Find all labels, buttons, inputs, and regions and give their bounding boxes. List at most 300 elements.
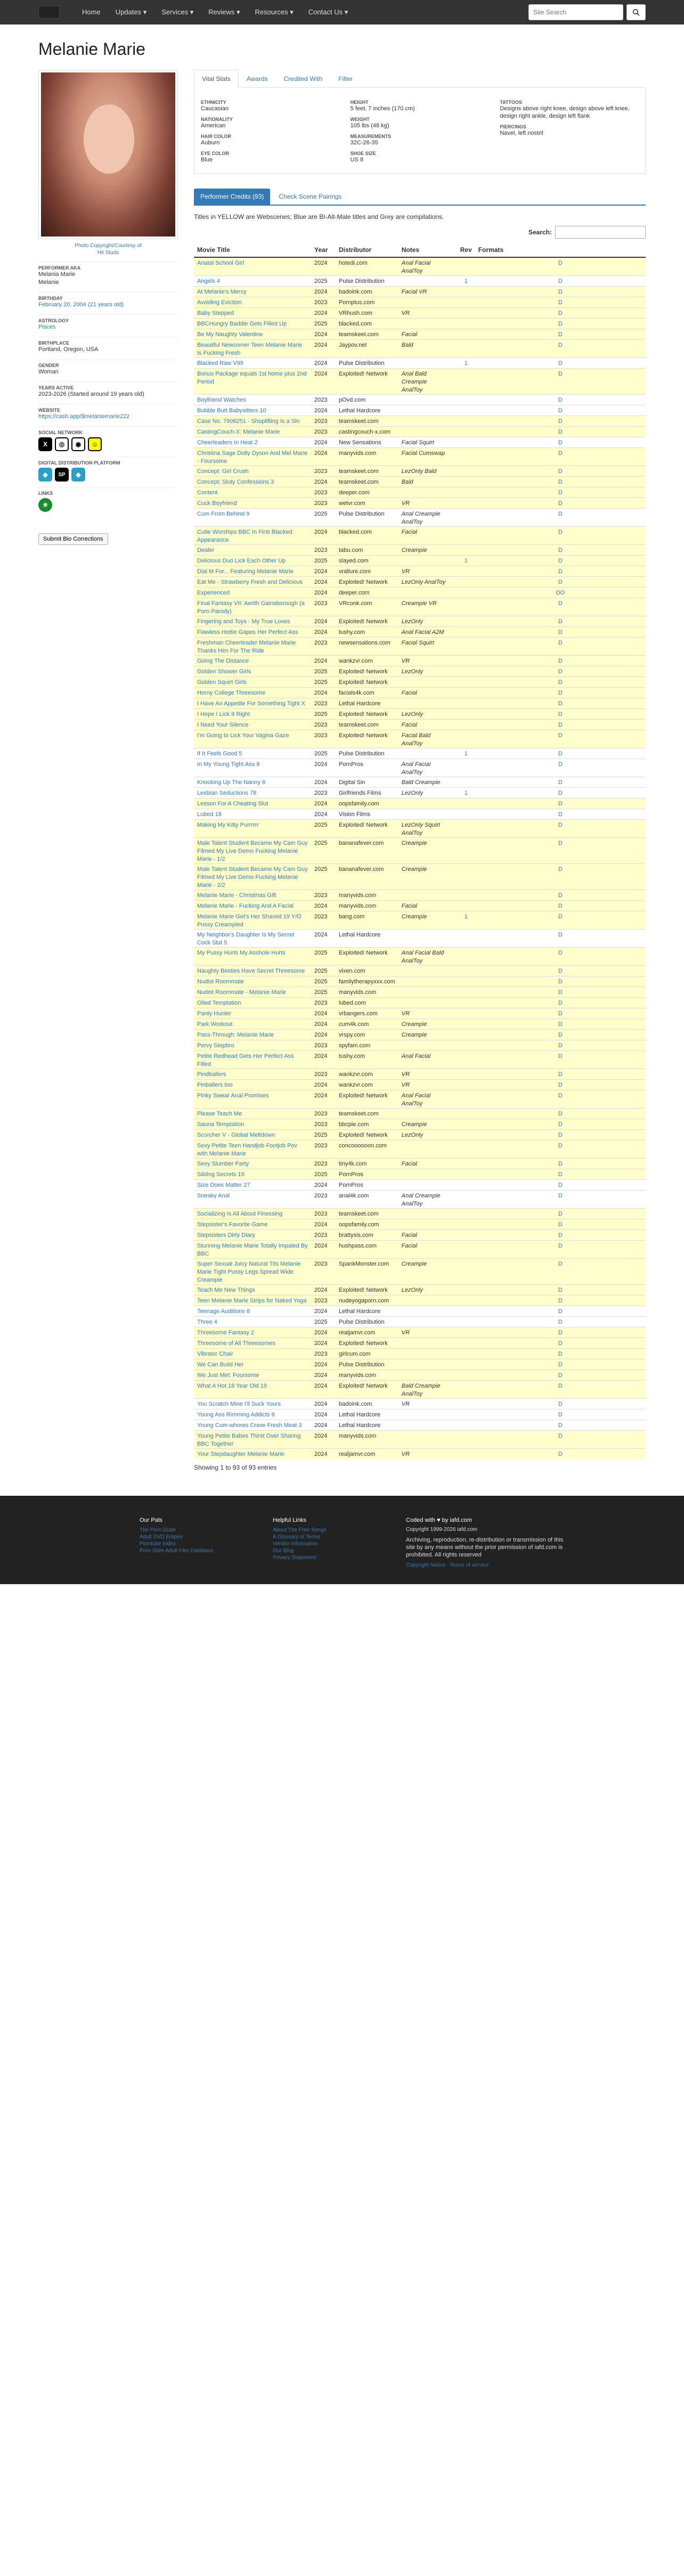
review-count[interactable] (457, 798, 475, 809)
format-icon[interactable]: D (475, 1409, 646, 1420)
movie-title-link[interactable]: Super Sexual Juicy Natural Tits Melanie Marie Tight Pussy Legs Spread Wide Creampie (194, 1259, 311, 1285)
review-count[interactable] (457, 427, 475, 437)
format-icon[interactable]: D (475, 340, 646, 358)
review-count[interactable] (457, 1069, 475, 1080)
nav-link-0[interactable]: Home (82, 8, 101, 16)
review-count[interactable] (457, 448, 475, 466)
review-count[interactable] (457, 1230, 475, 1241)
format-icon[interactable]: D (475, 666, 646, 677)
movie-title-link[interactable]: Stepsister's Favorite Game (194, 1219, 311, 1230)
format-icon[interactable]: D (475, 1241, 646, 1259)
review-count[interactable] (457, 616, 475, 627)
movie-title-link[interactable]: Sexy Petite Teen Handjob Footjob Pov with Melanie Marie (194, 1140, 311, 1159)
movie-title-link[interactable]: Threesome Fantasy 2 (194, 1327, 311, 1338)
movie-title-link[interactable]: Flawless Hottie Gapes Her Perfect Ass (194, 627, 311, 638)
review-count[interactable] (457, 369, 475, 395)
footer-help-link[interactable]: Privacy Statement (273, 1554, 316, 1561)
nav-link-2[interactable]: Services ▾ (161, 8, 194, 16)
review-count[interactable] (457, 329, 475, 340)
format-icon[interactable]: D (475, 1317, 646, 1327)
format-icon[interactable]: D (475, 720, 646, 730)
review-count[interactable]: 1 (457, 748, 475, 759)
column-header[interactable]: Distributor (336, 243, 398, 257)
format-icon[interactable]: D (475, 864, 646, 890)
movie-title-link[interactable]: Cuck Boyfriend (194, 498, 311, 509)
format-icon[interactable]: D (475, 998, 646, 1008)
movie-title-link[interactable]: You Scratch Mine I'll Suck Yours (194, 1399, 311, 1409)
movie-title-link[interactable]: At Melanie's Mercy (194, 287, 311, 297)
review-count[interactable] (457, 509, 475, 527)
format-icon[interactable]: D (475, 405, 646, 416)
review-count[interactable] (457, 405, 475, 416)
movie-title-link[interactable]: Blacked Raw V99 (194, 358, 311, 369)
review-count[interactable] (457, 1119, 475, 1130)
movie-title-link[interactable]: Oiled Temptation (194, 998, 311, 1008)
tab-performer-credits[interactable]: Performer Credits (93) (194, 189, 270, 205)
review-count[interactable] (457, 1108, 475, 1119)
format-icon[interactable]: D (475, 1069, 646, 1080)
review-count[interactable] (457, 297, 475, 308)
review-count[interactable] (457, 395, 475, 405)
review-count[interactable] (457, 976, 475, 987)
review-count[interactable]: 1 (457, 788, 475, 798)
movie-title-link[interactable]: BBCHungry Baddie Gets Filled Up (194, 319, 311, 329)
movie-title-link[interactable]: Concept: Girl Crush (194, 466, 311, 477)
movie-title-link[interactable]: Lesson For A Cheating Slut (194, 798, 311, 809)
review-count[interactable] (457, 1140, 475, 1159)
movie-title-link[interactable]: Male Talent Student Became My Cam Guy Filmed My Live Demo Fucking Melanie Marie - 1/2 (194, 838, 311, 864)
format-icon[interactable]: D (475, 1338, 646, 1349)
format-icon[interactable]: D (475, 1090, 646, 1108)
format-icon[interactable]: D (475, 987, 646, 998)
movie-title-link[interactable]: CastingCouch-X: Melanie Marie (194, 427, 311, 437)
tab-scene-pairings[interactable]: Check Scene Pairings (279, 193, 342, 200)
review-count[interactable]: 1 (457, 911, 475, 930)
format-icon[interactable]: D (475, 1399, 646, 1409)
movie-title-link[interactable]: In My Young Tight Ass 9 (194, 759, 311, 777)
review-count[interactable] (457, 1338, 475, 1349)
review-count[interactable] (457, 627, 475, 638)
movie-title-link[interactable]: Pervy Stepbro (194, 1040, 311, 1051)
review-count[interactable] (457, 1209, 475, 1219)
movie-title-link[interactable]: Size Does Matter 27 (194, 1180, 311, 1191)
movie-title-link[interactable]: I Have An Appetite For Something Tight X (194, 698, 311, 709)
review-count[interactable] (457, 1370, 475, 1381)
movie-title-link[interactable]: Young Cum-whores Crave Fresh Meat 3 (194, 1420, 311, 1431)
movie-title-link[interactable]: Park Workout (194, 1019, 311, 1030)
review-count[interactable] (457, 1080, 475, 1090)
movie-title-link[interactable]: Sneaky Anal (194, 1191, 311, 1209)
movie-title-link[interactable]: Please Teach Me (194, 1108, 311, 1119)
movie-title-link[interactable]: If It Feels Good 5 (194, 748, 311, 759)
movie-title-link[interactable]: Bonus Package equals 1st home plus 2nd Period (194, 369, 311, 395)
format-icon[interactable]: D (475, 1327, 646, 1338)
review-count[interactable]: 1 (457, 556, 475, 566)
review-count[interactable] (457, 1306, 475, 1317)
movie-title-link[interactable]: I Need Your Silence (194, 720, 311, 730)
bio-value[interactable]: https://cash.app/$melaniemarie222 (38, 413, 130, 420)
movie-title-link[interactable]: Panty Hunter (194, 1008, 311, 1019)
format-icon[interactable]: D (475, 437, 646, 448)
movie-title-link[interactable]: Melanie Marie - Fucking And A Facial (194, 901, 311, 911)
format-icon[interactable]: D (475, 297, 646, 308)
format-icon[interactable]: D (475, 498, 646, 509)
movie-title-link[interactable]: We Can Build Her (194, 1359, 311, 1370)
review-count[interactable] (457, 1169, 475, 1180)
review-count[interactable] (457, 864, 475, 890)
review-count[interactable] (457, 966, 475, 976)
format-icon[interactable]: D (475, 287, 646, 297)
format-icon[interactable]: D (475, 1370, 646, 1381)
snapchat-icon[interactable]: ☺ (88, 437, 102, 451)
column-header[interactable]: Notes (398, 243, 457, 257)
format-icon[interactable]: D (475, 911, 646, 930)
format-icon[interactable]: D (475, 748, 646, 759)
photo-caption-link[interactable]: Hit Studs (97, 250, 119, 256)
format-icon[interactable]: D (475, 1119, 646, 1130)
movie-title-link[interactable]: Melanie Marie Get's Her Shaved 19 Y/O Pussy Creampied (194, 911, 311, 930)
footer-pal-link[interactable]: Porntube Index (140, 1540, 176, 1547)
review-count[interactable] (457, 566, 475, 577)
review-count[interactable] (457, 466, 475, 477)
movie-title-link[interactable]: Vibrator Chair (194, 1349, 311, 1359)
format-icon[interactable]: D (475, 1285, 646, 1295)
review-count[interactable] (457, 416, 475, 427)
review-count[interactable] (457, 998, 475, 1008)
column-header[interactable]: Formats (475, 243, 646, 257)
review-count[interactable] (457, 1409, 475, 1420)
review-count[interactable] (457, 319, 475, 329)
review-count[interactable] (457, 901, 475, 911)
format-icon[interactable]: D (475, 545, 646, 556)
format-icon[interactable]: D (475, 1008, 646, 1019)
movie-title-link[interactable]: Three 4 (194, 1317, 311, 1327)
review-count[interactable]: 1 (457, 358, 475, 369)
movie-title-link[interactable]: Melanie Marie - Christmas Gift (194, 890, 311, 901)
format-icon[interactable]: D (475, 1209, 646, 1219)
movie-title-link[interactable]: Sauna Temptation (194, 1119, 311, 1130)
movie-title-link[interactable]: Horny College Threesome (194, 688, 311, 698)
format-icon[interactable]: D (475, 487, 646, 498)
review-count[interactable] (457, 1180, 475, 1191)
format-icon[interactable]: D (475, 1140, 646, 1159)
movie-title-link[interactable]: Dial M For... Featuring Melanie Marie (194, 566, 311, 577)
format-icon[interactable]: D (475, 319, 646, 329)
review-count[interactable] (457, 777, 475, 788)
movie-title-link[interactable]: My Pussy Hurts My Asshole Hurts (194, 948, 311, 966)
movie-title-link[interactable]: Christina Sage Dolly Dyson And Mel Marie - Foursome (194, 448, 311, 466)
review-count[interactable] (457, 545, 475, 556)
movie-title-link[interactable]: Threesome of All Threesomes (194, 1338, 311, 1349)
movie-title-link[interactable]: Lubed 18 (194, 809, 311, 820)
format-icon[interactable]: D (475, 966, 646, 976)
nav-link-1[interactable]: Updates ▾ (115, 8, 147, 16)
review-count[interactable] (457, 487, 475, 498)
format-icon[interactable]: D (475, 1359, 646, 1370)
bio-value[interactable]: February 20, 2004 (21 years old) (38, 301, 124, 308)
review-count[interactable] (457, 638, 475, 656)
review-count[interactable] (457, 308, 475, 319)
column-header[interactable]: Year (311, 243, 336, 257)
review-count[interactable] (457, 930, 475, 948)
format-icon[interactable]: D (475, 1051, 646, 1069)
format-icon[interactable]: D (475, 1449, 646, 1460)
movie-title-link[interactable]: Petite Redhead Gets Her Perfect Ass Filled (194, 1051, 311, 1069)
movie-title-link[interactable]: Nudist Roommate (194, 976, 311, 987)
format-icon[interactable]: D (475, 1180, 646, 1191)
review-count[interactable] (457, 477, 475, 487)
format-icon[interactable]: D (475, 759, 646, 777)
format-icon[interactable]: D (475, 257, 646, 276)
bio-value[interactable]: Pisces (38, 324, 56, 330)
format-icon[interactable]: D (475, 709, 646, 720)
format-icon[interactable]: D (475, 527, 646, 545)
review-count[interactable] (457, 820, 475, 838)
footer-help-link[interactable]: Our Blog (273, 1547, 294, 1554)
movie-title-link[interactable]: Cheerleaders In Heat 2 (194, 437, 311, 448)
review-count[interactable] (457, 1219, 475, 1230)
movie-title-link[interactable]: Young Ass Rimming Addicts 6 (194, 1409, 311, 1420)
format-icon[interactable]: D (475, 358, 646, 369)
nav-link-4[interactable]: Resources ▾ (255, 8, 294, 16)
footer-help-link[interactable]: Vendor Information (273, 1540, 318, 1547)
format-icon[interactable]: D (475, 1306, 646, 1317)
format-icon[interactable]: D (475, 901, 646, 911)
review-count[interactable] (457, 287, 475, 297)
review-count[interactable] (457, 588, 475, 598)
format-icon[interactable]: D (475, 930, 646, 948)
streaming-platform-icon[interactable]: SP (55, 468, 69, 482)
format-icon[interactable]: D (475, 638, 646, 656)
review-count[interactable] (457, 666, 475, 677)
review-count[interactable] (457, 1420, 475, 1431)
format-icon[interactable]: D (475, 820, 646, 838)
footer-help-link[interactable]: About The Free Songs (273, 1527, 327, 1533)
format-icon[interactable]: D (475, 1040, 646, 1051)
format-icon[interactable]: D (475, 577, 646, 588)
format-icon[interactable]: D (475, 616, 646, 627)
format-icon[interactable]: D (475, 688, 646, 698)
movie-title-link[interactable]: Pindballers (194, 1069, 311, 1080)
format-icon[interactable]: D (475, 509, 646, 527)
format-icon[interactable]: D (475, 1420, 646, 1431)
review-count[interactable] (457, 1359, 475, 1370)
movie-title-link[interactable]: Going The Distance (194, 656, 311, 666)
review-count[interactable] (457, 948, 475, 966)
movie-title-link[interactable]: Teen Melanie Marie Strips for Naked Yoga (194, 1295, 311, 1306)
review-count[interactable] (457, 1399, 475, 1409)
movie-title-link[interactable]: Scorcher V - Global Meltdown (194, 1130, 311, 1140)
review-count[interactable] (457, 890, 475, 901)
format-icon[interactable]: D (475, 566, 646, 577)
movie-title-link[interactable]: Nudist Roommate - Melanie Marie (194, 987, 311, 998)
format-icon[interactable]: D (475, 427, 646, 437)
review-count[interactable] (457, 498, 475, 509)
review-count[interactable] (457, 598, 475, 616)
movie-title-link[interactable]: Pass-Through: Melanie Marie (194, 1030, 311, 1040)
review-count[interactable] (457, 698, 475, 709)
format-icon[interactable]: D (475, 656, 646, 666)
format-icon[interactable]: D (475, 329, 646, 340)
movie-title-link[interactable]: Angels 4 (194, 276, 311, 287)
movie-title-link[interactable]: My Neighbor's Daughter Is My Secret Cock Slut 5 (194, 930, 311, 948)
review-count[interactable] (457, 1030, 475, 1040)
review-count[interactable] (457, 1259, 475, 1285)
site-search-input[interactable] (528, 4, 623, 20)
movie-title-link[interactable]: Anatal School Girl (194, 257, 311, 276)
tab-filter[interactable]: Filter (338, 75, 353, 83)
column-header[interactable]: Movie Title (194, 243, 311, 257)
review-count[interactable] (457, 677, 475, 688)
footer-legal-links[interactable]: Copyright Notice · Terms of service (406, 1562, 489, 1568)
format-icon[interactable]: D (475, 1130, 646, 1140)
review-count[interactable] (457, 1349, 475, 1359)
format-icon[interactable]: D (475, 1219, 646, 1230)
review-count[interactable] (457, 257, 475, 276)
review-count[interactable] (457, 720, 475, 730)
format-icon[interactable]: D (475, 466, 646, 477)
format-icon[interactable]: D (475, 1431, 646, 1449)
movie-title-link[interactable]: Final Fantasy VII: Aerith Gainsborough (a Porn Parody) (194, 598, 311, 616)
footer-help-link[interactable]: A Glossary of Terms (273, 1534, 321, 1540)
footer-pal-link[interactable]: The Porn Dude (140, 1527, 176, 1533)
movie-title-link[interactable]: Case No. 7906251 - Shoplifting Is a Sin (194, 416, 311, 427)
movie-title-link[interactable]: Concept: Sluty Confessions 3 (194, 477, 311, 487)
linktree-icon[interactable]: ✳ (38, 498, 52, 512)
x-twitter-icon[interactable]: X (38, 437, 52, 451)
review-count[interactable]: 1 (457, 276, 475, 287)
format-icon[interactable]: D (475, 798, 646, 809)
format-icon[interactable]: D (475, 948, 646, 966)
format-icon[interactable]: D (475, 308, 646, 319)
movie-title-link[interactable]: Teach Me New Things (194, 1285, 311, 1295)
review-count[interactable] (457, 437, 475, 448)
format-icon[interactable]: D (475, 777, 646, 788)
review-count[interactable] (457, 1241, 475, 1259)
movie-title-link[interactable]: Golden Squirt Girls (194, 677, 311, 688)
format-icon[interactable]: D (475, 698, 646, 709)
review-count[interactable] (457, 1285, 475, 1295)
movie-title-link[interactable]: Cum From Behind 9 (194, 509, 311, 527)
review-count[interactable] (457, 1295, 475, 1306)
review-count[interactable] (457, 730, 475, 748)
format-icon[interactable]: D (475, 838, 646, 864)
movie-title-link[interactable]: I'm Going to Lick Your Vagina Gaze (194, 730, 311, 748)
clips-store-icon[interactable]: ◆ (38, 468, 52, 482)
format-icon[interactable]: D (475, 1381, 646, 1399)
movie-title-link[interactable]: Experienced (194, 588, 311, 598)
format-icon[interactable]: D (475, 556, 646, 566)
movie-title-link[interactable]: Golden Shower Girls (194, 666, 311, 677)
format-icon[interactable]: D (475, 448, 646, 466)
review-count[interactable] (457, 1317, 475, 1327)
review-count[interactable] (457, 838, 475, 864)
review-count[interactable] (457, 527, 475, 545)
movie-title-link[interactable]: Baby Stepped (194, 308, 311, 319)
movie-title-link[interactable]: Knocking Up The Nanny 6 (194, 777, 311, 788)
review-count[interactable] (457, 1040, 475, 1051)
movie-title-link[interactable]: Sexy Slumber Party (194, 1159, 311, 1169)
format-icon[interactable]: D (475, 1030, 646, 1040)
footer-pal-link[interactable]: Adult DVD Empire (140, 1534, 183, 1540)
format-icon[interactable]: D (475, 1108, 646, 1119)
instagram-icon[interactable]: ◎ (55, 437, 69, 451)
movie-title-link[interactable]: Boyfriend Watches (194, 395, 311, 405)
format-icon[interactable]: D (475, 1230, 646, 1241)
movie-title-link[interactable]: Cutie Worships BBC In First Blacked Appearance (194, 527, 311, 545)
format-icon[interactable]: D (475, 276, 646, 287)
format-icon[interactable]: D (475, 1159, 646, 1169)
format-icon[interactable]: D (475, 369, 646, 395)
format-icon[interactable]: D (475, 976, 646, 987)
format-icon[interactable]: D (475, 598, 646, 616)
movie-title-link[interactable]: Socializing Is All About Finessing (194, 1209, 311, 1219)
movie-title-link[interactable]: Pinky Swear Anal Promises (194, 1090, 311, 1108)
movie-title-link[interactable]: Pinballers too (194, 1080, 311, 1090)
review-count[interactable] (457, 809, 475, 820)
movie-title-link[interactable]: Sibling Secrets 19 (194, 1169, 311, 1180)
movie-title-link[interactable]: Male Talent Student Became My Cam Guy Filmed My Live Demo Fucking Melanie Marie - 2/2 (194, 864, 311, 890)
movie-title-link[interactable]: Avoiding Eviction (194, 297, 311, 308)
movie-title-link[interactable]: Dealer (194, 545, 311, 556)
format-icon[interactable]: D (475, 730, 646, 748)
fan-platform-icon[interactable]: ◆ (71, 468, 85, 482)
review-count[interactable] (457, 987, 475, 998)
site-logo[interactable] (38, 6, 60, 19)
review-count[interactable] (457, 340, 475, 358)
format-icon[interactable]: D (475, 1080, 646, 1090)
review-count[interactable] (457, 759, 475, 777)
review-count[interactable] (457, 688, 475, 698)
movie-title-link[interactable]: Fingering and Toys - My True Loves (194, 616, 311, 627)
column-header[interactable]: Rev (457, 243, 475, 257)
review-count[interactable] (457, 1191, 475, 1209)
movie-title-link[interactable]: Freshman Cheerleader Melanie Marie Thanks Him For The Ride (194, 638, 311, 656)
tab-vital-stats[interactable]: Vital Stats (194, 70, 239, 88)
search-button[interactable] (626, 4, 646, 20)
movie-title-link[interactable]: Naughty Besties Have Secret Threesome (194, 966, 311, 976)
tab-awards[interactable]: Awards (246, 75, 268, 83)
movie-title-link[interactable]: We Just Met: Foursome (194, 1370, 311, 1381)
movie-title-link[interactable]: Eat Me - Strawberry Fresh and Delicious (194, 577, 311, 588)
footer-pal-link[interactable]: Porn Sites Adult Film Database (140, 1547, 214, 1554)
review-count[interactable] (457, 1019, 475, 1030)
movie-title-link[interactable]: Teenage Auditions 8 (194, 1306, 311, 1317)
movie-title-link[interactable]: Be My Naughty Valentine (194, 329, 311, 340)
format-icon[interactable]: D (475, 890, 646, 901)
movie-title-link[interactable]: Making My Kitty Purrrrrr (194, 820, 311, 838)
movie-title-link[interactable]: Your Stepdaughter Melanie Marie (194, 1449, 311, 1460)
format-icon[interactable]: D (475, 1259, 646, 1285)
movie-title-link[interactable]: I Hope I Lick It Right (194, 709, 311, 720)
format-icon[interactable]: D (475, 627, 646, 638)
format-icon[interactable]: D (475, 809, 646, 820)
movie-title-link[interactable]: Young Petite Babes Thirst Over Sharing BBC Together (194, 1431, 311, 1449)
review-count[interactable] (457, 1130, 475, 1140)
review-count[interactable] (457, 1051, 475, 1069)
format-icon[interactable]: D (475, 1295, 646, 1306)
review-count[interactable] (457, 1008, 475, 1019)
format-icon[interactable]: D (475, 1191, 646, 1209)
movie-title-link[interactable]: Delicious Duo Lick Each Other Up (194, 556, 311, 566)
format-icon[interactable]: D (475, 788, 646, 798)
format-icon[interactable]: D (475, 416, 646, 427)
review-count[interactable] (457, 656, 475, 666)
nav-link-3[interactable]: Reviews ▾ (208, 8, 240, 16)
format-icon[interactable]: D (475, 477, 646, 487)
format-icon[interactable]: D (475, 677, 646, 688)
review-count[interactable] (457, 1327, 475, 1338)
